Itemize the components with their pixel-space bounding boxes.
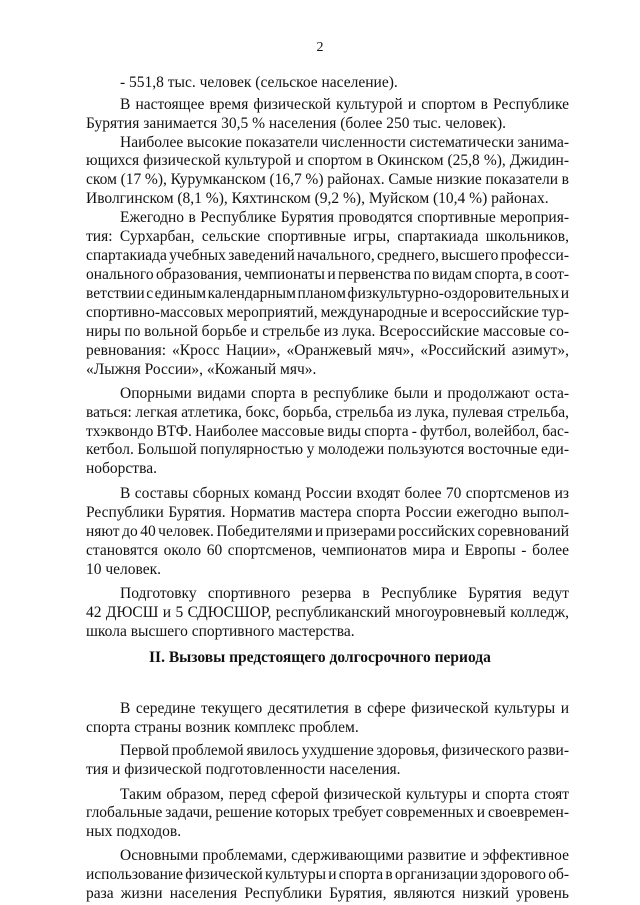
text-line: спорта страны возник комплекс проблем. <box>86 719 359 736</box>
text-line: Ежегодно в Республике Бурятия проводятся спортивные мероприя- <box>120 209 569 226</box>
text-line: няют до 40 человек. Победителями и призерами российских соревнований <box>86 523 569 540</box>
text-line: ноборства. <box>86 460 157 477</box>
text-line: ревнования: «Кросс Нации», «Оранжевый мяч», «Российский азимут», <box>86 342 569 359</box>
text-line: - 551,8 тыс. человек (сельское население). <box>120 74 398 91</box>
text-line: Бурятия занимается 30,5 % населения (более 250 тыс. человек). <box>86 115 506 132</box>
text-line: тия: Сурхарбан, сельские спортивные игры, спартакиада школьников, <box>86 228 569 245</box>
text-line: ском (17 %), Курумканском (16,7 %) районах. Самые низкие показатели в <box>86 171 569 188</box>
text-line: становятся около 60 спортсменов, чемпионатов мира и Европы - более <box>86 542 569 559</box>
page-number: 2 <box>316 40 324 55</box>
text-line: ветствии с единым календарным планом физкультурно-оздоровительных и <box>86 285 569 302</box>
text-line: кетбол. Большой популярностью у молодежи пользуются восточные еди- <box>86 441 569 458</box>
text-line: В составы сборных команд России входят более 70 спортсменов из <box>120 485 569 502</box>
text-line: 42 ДЮСШ и 5 СДЮСШОР, республиканский многоуровневый колледж, <box>86 604 569 621</box>
text-line: «Лыжня России», «Кожаный мяч». <box>86 361 317 378</box>
text-line: использование физической культуры и спорта в организации здорового об- <box>86 866 569 883</box>
text-line: онального образования, чемпионаты и первенства по видам спорта, в соот- <box>86 266 569 283</box>
text-line: спартакиада учебных заведений начального, среднего, высшего професси- <box>86 247 569 264</box>
text-line: раза жизни населения Республики Бурятия, являются низкий уровень <box>86 885 569 902</box>
text-line: ваться: легкая атлетика, бокс, борьба, стрельба из лука, пулевая стрельба, <box>86 404 569 421</box>
text-line: Подготовку спортивного резерва в Республике Бурятия ведут <box>120 585 569 602</box>
text-line: спортивно-массовых мероприятий, международные и всероссийские тур- <box>86 304 569 321</box>
text-line: Наиболее высокие показатели численности систематически занима- <box>120 134 569 151</box>
text-line: ных подходов. <box>86 823 182 840</box>
text-line: школа высшего спортивного мастерства. <box>86 623 355 640</box>
text-line: 10 человек. <box>86 561 162 578</box>
text-line: В середине текущего десятилетия в сфере физической культуры и <box>120 700 569 717</box>
text-line: Республики Бурятия. Норматив мастера спорта России ежегодно выпол- <box>86 504 569 521</box>
text-line: глобальные задачи, решение которых требует современных и своевремен- <box>86 804 569 821</box>
text-line: тхэквондо ВТФ. Наиболее массовые виды спорта - футбол, волейбол, бас- <box>86 423 569 440</box>
text-line: Таким образом, перед сферой физической культуры и спорта стоят <box>120 786 569 803</box>
text-line: В настоящее время физической культурой и спортом в Республике <box>120 96 569 113</box>
text-line: Иволгинском (8,1 %), Кяхтинском (9,2 %), Муйском (10,4 %) районах. <box>86 190 549 207</box>
text-line: Первой проблемой явилось ухудшение здоровья, физического разви- <box>120 742 569 759</box>
text-line: тия и физической подготовленности населения. <box>86 761 401 778</box>
text-line: Опорными видами спорта в республике были и продолжают оста- <box>120 385 569 402</box>
text-line: ющихся физической культурой и спортом в Окинском (25,8 %), Джидин- <box>86 152 569 169</box>
text-line: ниры по вольной борьбе и стрельбе из лука. Всероссийские массовые со- <box>86 323 569 340</box>
section-heading: II. Вызовы предстоящего долгосрочного периода <box>149 649 491 666</box>
text-line: Основными проблемами, сдерживающими развитие и эффективное <box>120 847 569 864</box>
